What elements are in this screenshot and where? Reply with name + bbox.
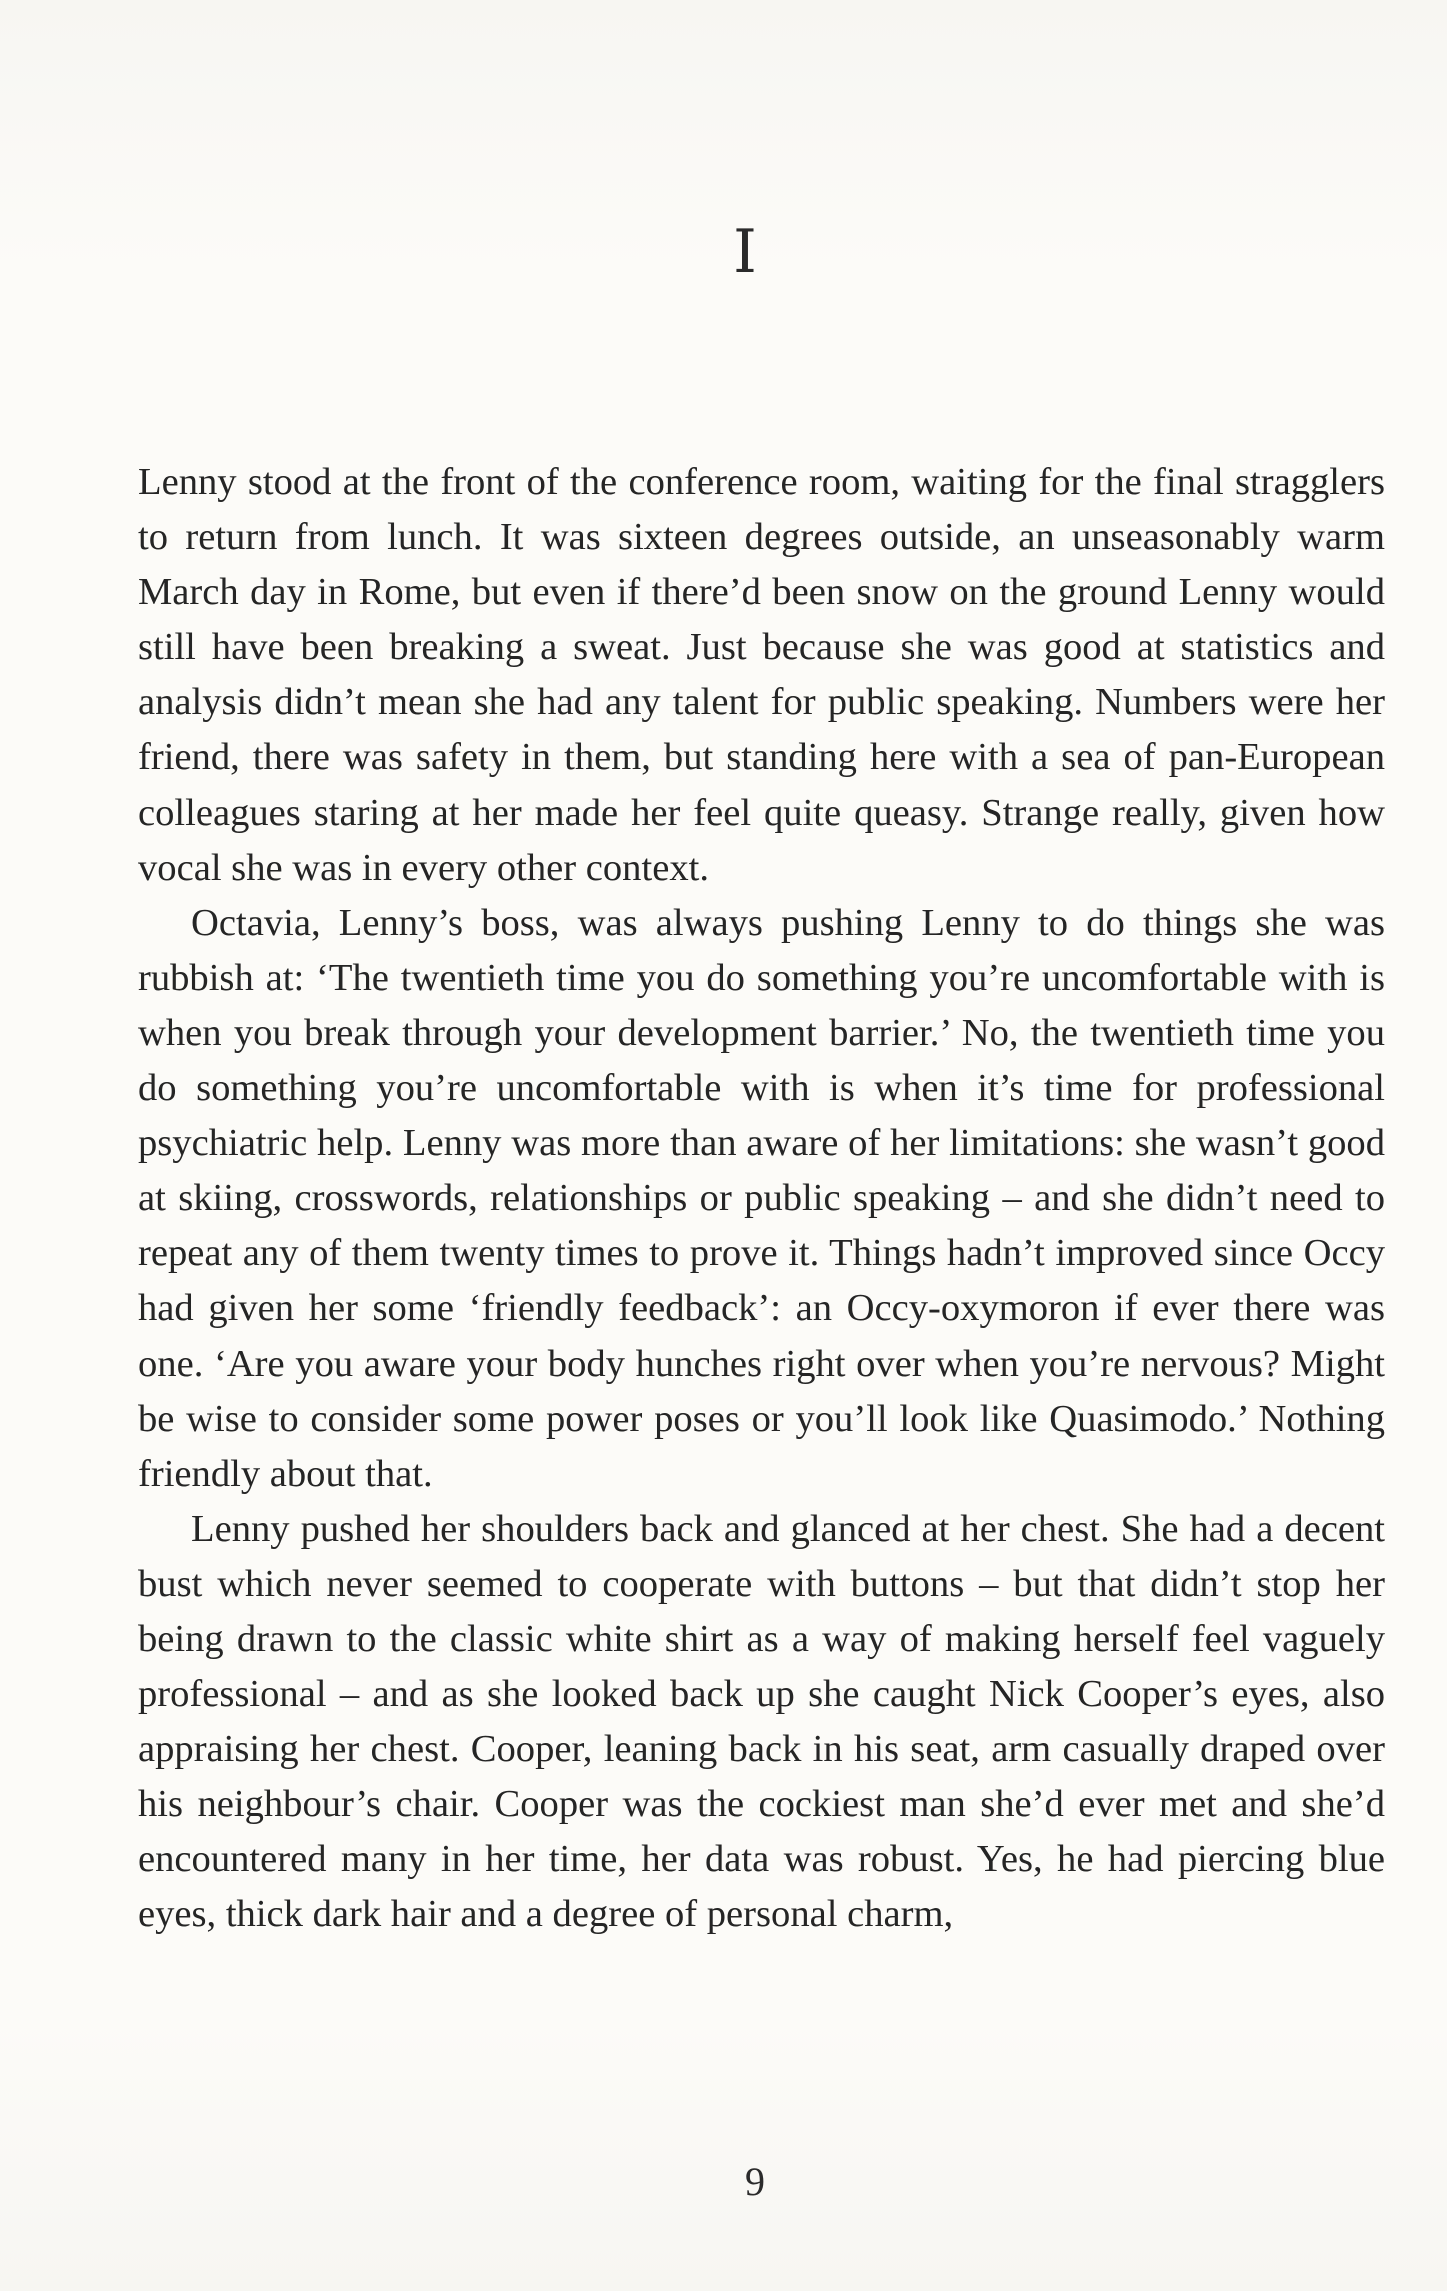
paragraph: Lenny stood at the front of the conference room, waiting for the final stragglers to return from lunch. It was sixteen degrees outside, an unseasonably warm March day in Rome, but even if there’d been snow on the ground Lenny would still have been breaking a sweat. Just because she was good at statistics and analysis didn’t mean she had any talent for public speaking. Numbers were her friend, there was safety in them, but standing here with a sea of pan-European colleagues staring at her made her feel quite queasy. Strange really, given how vocal she was in every other context.: [138, 461, 1385, 889]
chapter-number: I: [733, 217, 757, 287]
paragraph: Lenny pushed her shoulders back and glanced at her chest. She had a decent bust which never seemed to cooperate with buttons – but that didn’t stop her being drawn to the classic white shirt as a way of making herself feel vaguely professional – and as she looked back up she caught Nick Cooper’s eyes, also appraising her chest. Cooper, leaning back in his seat, arm casually draped over his neighbour’s chair. Cooper was the cockiest man she’d ever met and she’d encountered many in her time, her data was robust. Yes, he had piercing blue eyes, thick dark hair and a degree of personal charm,: [138, 1507, 1385, 1936]
page-number: 9: [745, 2159, 765, 2204]
paragraph: Octavia, Lenny’s boss, was always pushing Lenny to do things she was rubbish at: ‘The twentieth time you do something you’re uncomfortable with is when you break through your development barrier.’ No, the twentieth time you do something you’re uncomfortable with is when it’s time for professional psychiatric help. Lenny was more than aware of her limitations: she wasn’t good at skiing, crosswords, relationships or public speaking – and she didn’t need to repeat any of them twenty times to prove it. Things hadn’t improved since Occy had given her some ‘friendly feedback’: an Occy-oxymoron if ever there was one. ‘Are you aware your body hunches right over when you’re nervous? Might be wise to consider some power poses or you’ll look like Quasimodo.’ Nothing friendly about that.: [138, 901, 1385, 1495]
body-text: [138, 455, 1385, 1943]
